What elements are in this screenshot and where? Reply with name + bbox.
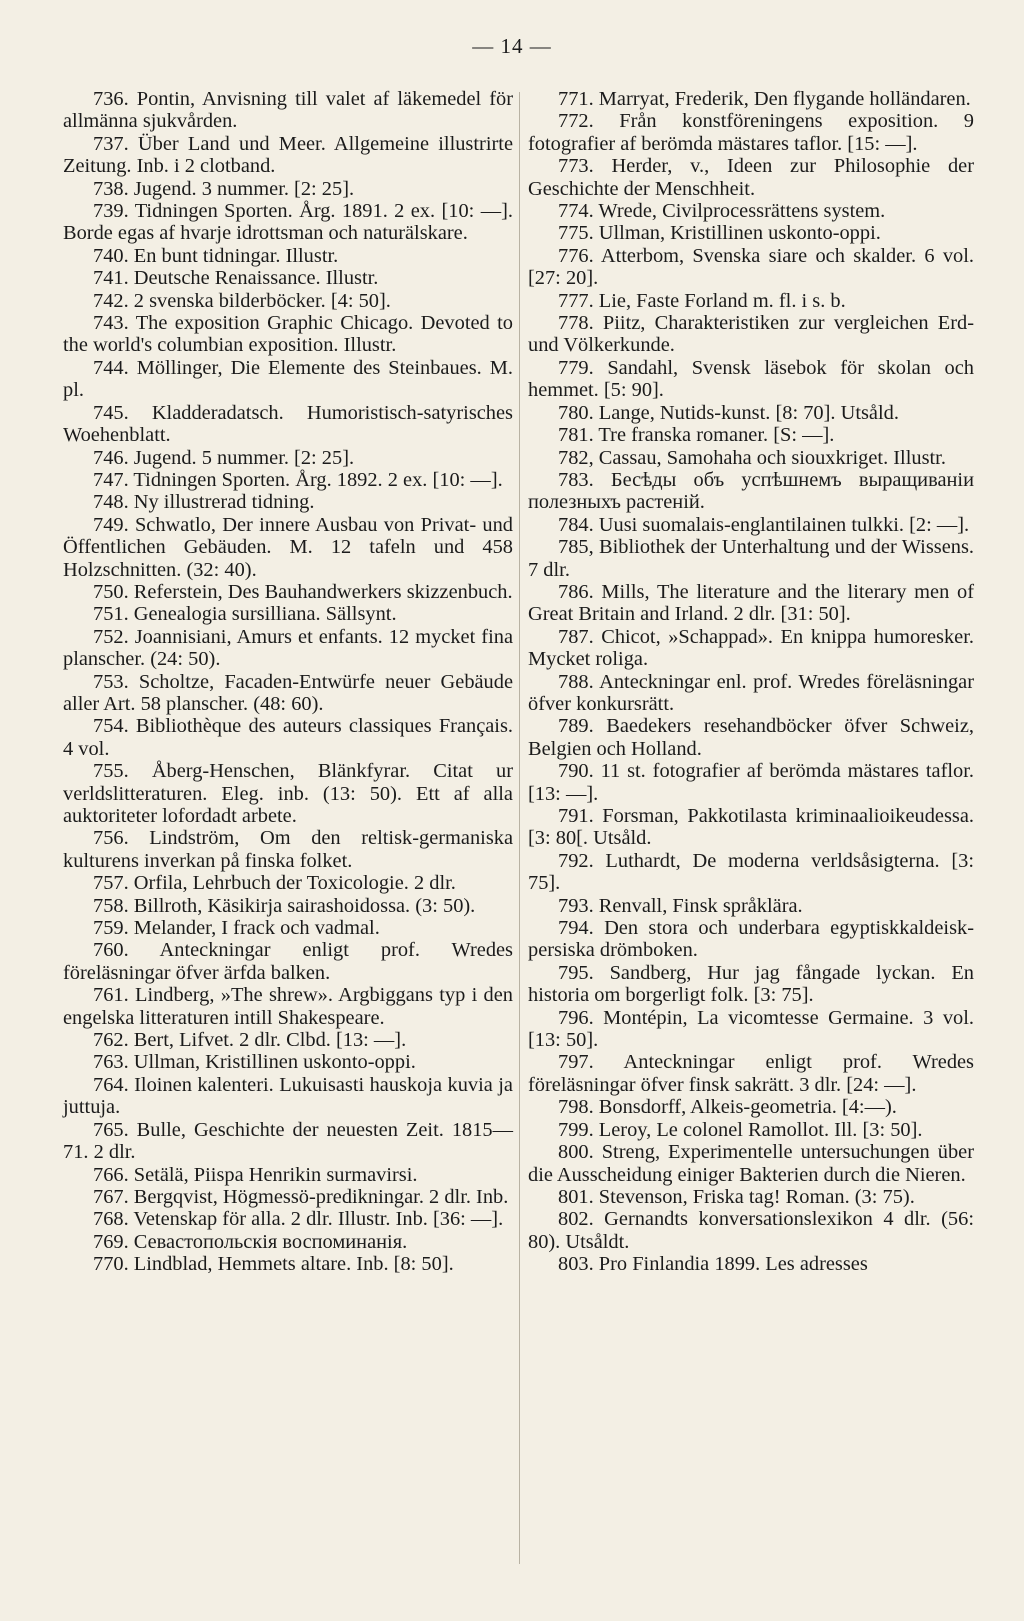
catalogue-entry: 788. Anteckningar enl. prof. Wredes föreläsningar öfver konkursrätt. [528,670,974,715]
catalogue-entry: 755. Åberg-Henschen, Blänkfyrar. Citat ur verldslitteraturen. Eleg. inb. (13: 50). Ett af alla auktoriteter lofordadt arbete. [63,760,513,827]
catalogue-entry: 759. Melander, I frack och vadmal. [93,917,380,940]
catalogue-entry: 793. Renvall, Finsk språklära. [558,894,803,917]
catalogue-entry: 743. The exposition Graphic Chicago. Devoted to the world's columbian exposition. Illustr. [63,312,513,357]
catalogue-entry: 750. Referstein, Des Bauhandwerkers skizzenbuch. [93,580,513,603]
catalogue-entry: 770. Lindblad, Hemmets altare. Inb. [8: 50]. [93,1253,454,1276]
catalogue-entry: 784. Uusi suomalais-englantilainen tulkki. [2: —]. [558,513,970,536]
catalogue-entry: 787. Chicot, »Schappad». En knippa humoresker. Mycket roliga. [528,625,974,671]
catalogue-entry: 773. Herder, v., Ideen zur Philosophie der Geschichte der Menschheit. [528,155,974,200]
catalogue-entry: 782, Cassau, Samohaha och siouxkriget. Illustr. [558,446,946,469]
catalogue-entry: 751. Genealogia sursilliana. Sällsynt. [93,603,397,626]
catalogue-entry: 774. Wrede, Civilprocessrättens system. [558,200,886,223]
catalogue-entry: 757. Orfila, Lehrbuch der Toxicologie. 2 dlr. [93,872,456,895]
catalogue-entry: 758. Billroth, Käsikirja sairashoidossa. (3: 50). [93,894,476,917]
catalogue-entry: 744. Möllinger, Die Elemente des Steinbaues. M. pl. [63,356,513,402]
catalogue-entry: 748. Ny illustrerad tidning. [93,491,315,514]
catalogue-entry: 760. Anteckningar enligt prof. Wredes föreläsningar öfver ärfda balken. [63,939,513,984]
catalogue-entry: 745. Kladderadatsch. Humoristisch-satyrisches Woehenblatt. [63,401,513,447]
catalogue-entry: 790. 11 st. fotografier af berömda mästares taflor. [13: —]. [528,760,974,805]
catalogue-entry: 769. Севастопольскія воспоминанія. [93,1230,408,1253]
catalogue-entry: 736. Pontin, Anvisning till valet af läkemedel för allmänna sjukvården. [63,88,513,133]
column-divider [519,92,520,1564]
catalogue-entry: 763. Ullman, Kristillinen uskonto-oppi. [93,1051,416,1074]
catalogue-entry: 785, Bibliothek der Unterhaltung und der Wissens. 7 dlr. [528,536,974,581]
catalogue-entry: 761. Lindberg, »The shrew». Argbiggans typ i den engelska litteraturen intill Shakespeare. [63,984,513,1029]
catalogue-entry: 767. Bergqvist, Högmessö-predikningar. 2 dlr. Inb. [93,1185,509,1208]
catalogue-entry: 792. Luthardt, De moderna verldsåsigterna. [3: 75]. [528,849,974,895]
catalogue-entry: 780. Lange, Nutids-kunst. [8: 70]. Utsåld. [558,401,899,424]
catalogue-entry: 802. Gernandts konversationslexikon 4 dlr. (56: 80). Utsåldt. [528,1208,974,1253]
catalogue-entry: 777. Lie, Faste Forland m. fl. i s. b. [558,289,846,312]
catalogue-entry: 799. Leroy, Le colonel Ramollot. Ill. [3: 50]. [558,1118,923,1141]
catalogue-entry: 779. Sandahl, Svensk läsebok för skolan och hemmet. [5: 90]. [528,356,974,402]
catalogue-entry: 742. 2 svenska bilderböcker. [4: 50]. [93,289,391,312]
catalogue-entry: 797. Anteckningar enligt prof. Wredes föreläsningar öfver finsk sakrätt. 3 dlr. [24: —]. [528,1051,974,1096]
catalogue-entry: 801. Stevenson, Friska tag! Roman. (3: 75). [558,1185,915,1208]
catalogue-entry: 746. Jugend. 5 nummer. [2: 25]. [93,446,355,469]
catalogue-entry: 768. Vetenskap för alla. 2 dlr. Illustr. Inb. [36: —]. [93,1208,504,1231]
catalogue-entry: 752. Joannisiani, Amurs et enfants. 12 mycket fina planscher. (24: 50). [63,625,513,671]
catalogue-entry: 771. Marryat, Frederik, Den flygande holländaren. [558,88,971,110]
catalogue-entry: 753. Scholtze, Facaden-Entwürfe neuer Gebäude aller Art. 58 planscher. (48: 60). [63,670,513,715]
catalogue-entry: 747. Tidningen Sporten. Årg. 1892. 2 ex. [10: —]. [93,468,503,491]
left-column [63,88,513,1276]
catalogue-entry: 738. Jugend. 3 nummer. [2: 25]. [93,177,355,200]
catalogue-entry: 775. Ullman, Kristillinen uskonto-oppi. [558,222,881,245]
catalogue-entry: 781. Tre franska romaner. [S: —]. [558,424,835,447]
catalogue-entry: 749. Schwatlo, Der innere Ausbau von Privat- und Öffentlichen Gebäuden. M. 12 tafeln und 458 Holzschnitten. (32: 40). [63,513,513,581]
catalogue-entry: 776. Atterbom, Svenska siare och skalder. 6 vol. [27: 20]. [528,244,974,290]
catalogue-entry: 778. Piitz, Charakteristiken zur vergleichen Erd- und Völkerkunde. [528,312,974,357]
catalogue-entry: 754. Bibliothèque des auteurs classiques Français. 4 vol. [63,715,513,760]
catalogue-entry: 741. Deutsche Renaissance. Illustr. [93,267,379,290]
catalogue-entry: 803. Pro Finlandia 1899. Les adresses [558,1253,868,1276]
catalogue-entry: 796. Montépin, La vicomtesse Germaine. 3 vol. [13: 50]. [528,1006,974,1052]
catalogue-entry: 762. Bert, Lifvet. 2 dlr. Clbd. [13: —]. [93,1029,407,1052]
catalogue-entry: 795. Sandberg, Hur jag fångade lyckan. En historia om borgerligt folk. [3: 75]. [528,961,974,1007]
catalogue-entry: 791. Forsman, Pakkotilasta kriminaalioikeudessa. [3: 80[. Utsåld. [528,805,974,850]
catalogue-entry: 789. Baedekers resehandböcker öfver Schweiz, Belgien och Holland. [528,715,974,760]
right-column [528,88,974,1276]
catalogue-entry: 756. Lindström, Om den reltisk-germaniska kulturens inverkan på finska folket. [63,827,513,872]
catalogue-entry: 740. En bunt tidningar. Illustr. [93,244,339,267]
catalogue-entry: 798. Bonsdorff, Alkeis-geometria. [4:—). [558,1096,897,1119]
catalogue-entry: 794. Den stora och underbara egyptiskkaldeisk-persiska drömboken. [528,917,974,962]
catalogue-entry: 772. Från konstföreningens exposition. 9 fotografier af berömda mästares taflor. [15: —]. [528,110,974,155]
catalogue-entry: 783. Бесѣды объ успѣшнемъ выращиваніи полезныхъ растеній. [528,468,974,514]
catalogue-entry: 786. Mills, The literature and the literary men of Great Britain and Irland. 2 dlr. [31: 50]. [528,580,974,626]
catalogue-entry: 764. Iloinen kalenteri. Lukuisasti hauskoja kuvia ja juttuja. [63,1073,513,1119]
catalogue-entry: 800. Streng, Experimentelle untersuchungen über die Ausscheidung einiger Bakterien durch die Nieren. [528,1141,974,1186]
catalogue-entry: 737. Über Land und Meer. Allgemeine illustrirte Zeitung. Inb. i 2 clotband. [63,132,513,178]
page-number: — 14 — [472,34,552,58]
catalogue-entry: 765. Bulle, Geschichte der neuesten Zeit. 1815—71. 2 dlr. [63,1118,513,1164]
catalogue-entry: 766. Setälä, Piispa Henrikin surmavirsi. [93,1163,418,1186]
catalogue-entry: 739. Tidningen Sporten. Årg. 1891. 2 ex. [10: —]. Borde egas af hvarje idrottsman och naturälskare. [63,200,513,245]
